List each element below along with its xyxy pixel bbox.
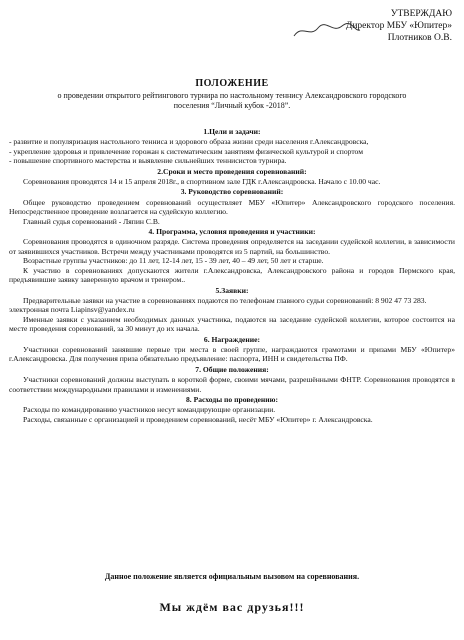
section-3-heading: 3. Руководство соревнований: bbox=[180, 187, 284, 197]
section-5-p2: Именные заявки с указанием необходимых данных участника, подаются на заседание судейской коллегии, которое состоится на месте проведения соревнований, за 30 минут до их начала. bbox=[9, 314, 455, 334]
approval-label: УТВЕРЖДАЮ bbox=[390, 9, 452, 19]
section-6-text: Участники соревнований занявшие первые три места в своей группе, награждаются грамотами и призами МБУ «Юпитер» г.Александровска. Для получения приза обязательно предъявление: паспорта, ИНН и свидетельства ПФ. bbox=[9, 344, 455, 364]
section-7-heading: 7. Общие положения: bbox=[195, 364, 269, 374]
section-1-item: - укрепление здоровья и привлечение горожан к систематическим занятиям физической культурой и спортом bbox=[9, 146, 364, 156]
document-body bbox=[9, 126, 455, 424]
official-call: Данное положение является официальным вызовом на соревнования. bbox=[104, 572, 360, 581]
section-4-p3: К участию в соревнованиях допускаются жители г.Александровска, Александровского района и городов Пермского края, предъявившие заявку заверенную врачом и тренером.. bbox=[9, 265, 455, 285]
document-subtitle: о проведении открытого рейтингового турнира по настольному теннису Александровского городского поселения “Личный кубок -2018”. bbox=[57, 91, 407, 110]
approval-name: Плотников О.В. bbox=[387, 33, 452, 43]
signature-mark bbox=[292, 22, 362, 40]
section-5-email: электронная почта Liapinsv@yandex.ru bbox=[9, 305, 135, 315]
section-1-heading: 1.Цели и задачи: bbox=[203, 127, 261, 136]
welcome-text: Мы ждём вас друзья!!! bbox=[159, 600, 305, 614]
section-8-heading: 8. Расходы по проведению: bbox=[186, 394, 278, 404]
document-title: ПОЛОЖЕНИЕ bbox=[195, 78, 269, 89]
section-2-heading: 2.Сроки и место проведения соревнований: bbox=[157, 166, 307, 176]
section-1-item: - развитие и популяризация настольного тенниса и здорового образа жизни среди населения г.Александровска, bbox=[9, 137, 369, 147]
section-6-heading: 6. Награждение: bbox=[203, 334, 261, 344]
section-7-text: Участники соревнований должны выступать в короткой форме, своими мячами, разрешёнными ФНТР. Соревнования проводятся в соответствии международными правилами и изменениями. bbox=[9, 375, 455, 394]
section-4-p1: Соревнования проводятся в одиночном разряде. Система проведения определяется на заседании судейской коллегии, в зависимости от заявившихся участников. Встречи между участниками проводятся из 5 партий, на большинство. bbox=[9, 237, 455, 256]
section-5-p1: Предварительные заявки на участие в соревнованиях подаются по телефонам главного судьи соревнований: 8 902 47 73 283. bbox=[23, 295, 427, 305]
section-4-heading: 4. Программа, условия проведения и участники: bbox=[148, 227, 316, 237]
section-3-judge: Главный судья соревнований - Ляпин С.В. bbox=[23, 216, 160, 226]
section-1-item: - повышение спортивного мастерства и выявление сильнейших теннисистов турнира. bbox=[9, 156, 287, 166]
approval-position: Директор МБУ «Юпитер» bbox=[345, 21, 452, 31]
section-3-text: Общее руководство проведением соревнований осуществляет МБУ «Юпитер» Александровского городского поселения. Непосредственное проведение возлагается на судейскую коллегию. bbox=[9, 197, 455, 217]
section-4-p2: Возрастные группы участников: до 11 лет, 12-14 лет, 15 - 39 лет, 40 – 49 лет, 50 лет и старше. bbox=[23, 256, 324, 266]
section-2-text: Соревнования проводятся 14 и 15 апреля 2018г., в спортивном зале ГДК г.Александровска. Начало с 10.00 час. bbox=[23, 177, 381, 187]
section-5-heading: 5.Заявки: bbox=[215, 285, 249, 295]
section-8-p2: Расходы, связанные с организацией и проведением соревнований, несёт МБУ «Юпитер» г. Александровска. bbox=[23, 414, 373, 424]
section-8-p1: Расходы по командированию участников несут командирующие организации. bbox=[23, 405, 276, 415]
approval-block bbox=[272, 8, 452, 44]
